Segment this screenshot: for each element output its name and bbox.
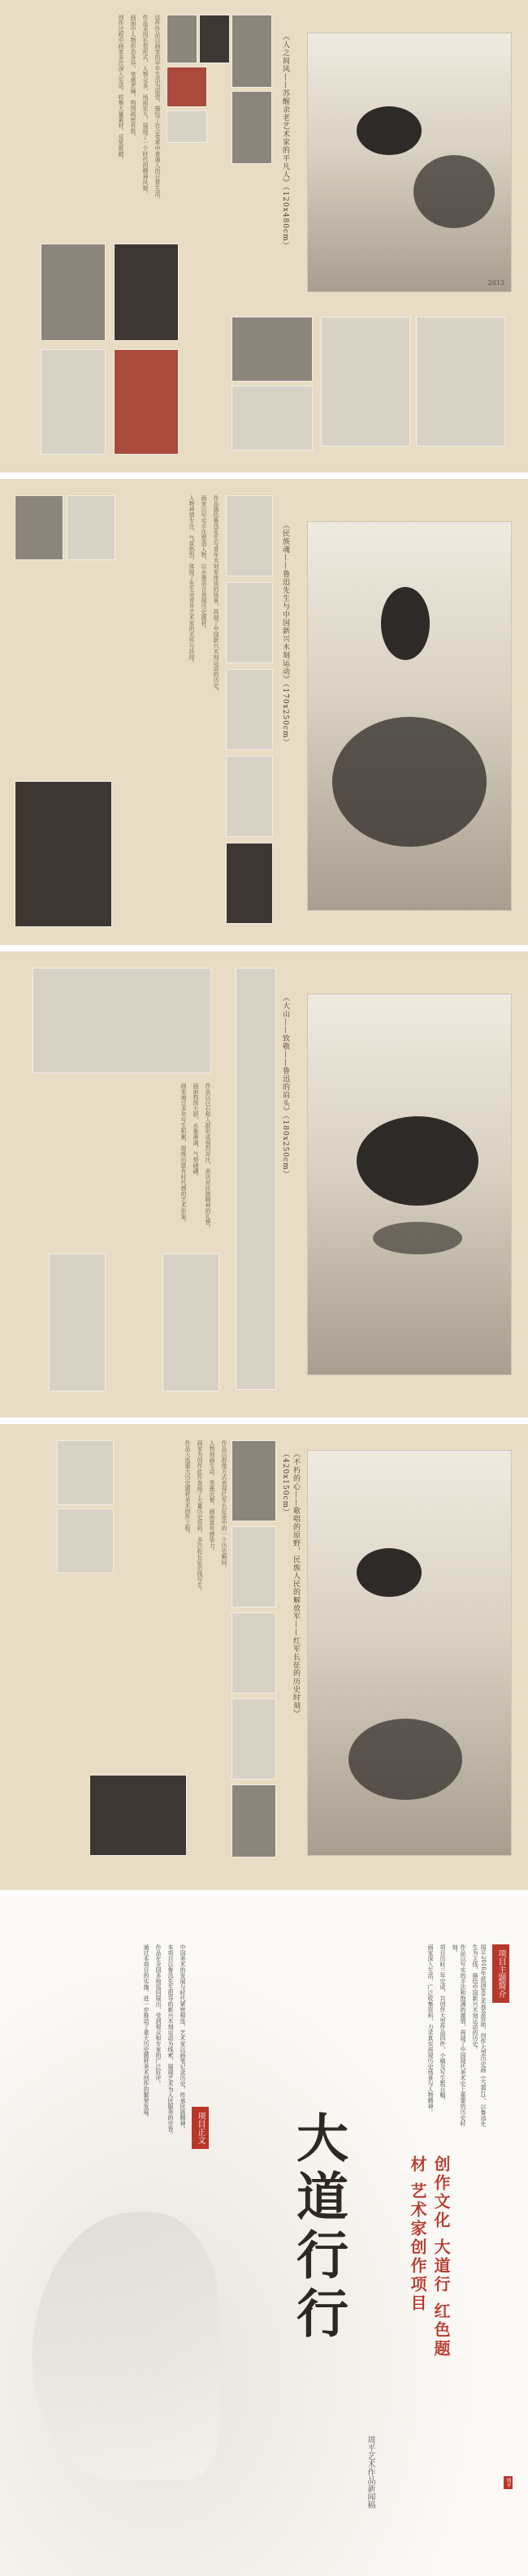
photo bbox=[67, 495, 115, 560]
cover-title: 大道行行 bbox=[288, 2111, 348, 2345]
separator bbox=[0, 472, 528, 479]
paragraph: 作品以巨石和人群形成强烈对比，表达对民族精神的礼赞。 bbox=[205, 1083, 211, 1231]
cover-panel bbox=[0, 1896, 528, 2576]
panel-4-text bbox=[122, 1440, 227, 1875]
sketch bbox=[49, 1253, 106, 1392]
separator bbox=[0, 1417, 528, 1424]
sketch bbox=[226, 669, 273, 750]
panel-4 bbox=[0, 1417, 528, 1890]
panel-4-caption: 《不朽的心——歌唱的原野，民族人民的解放军——红军长征的历史时刻》（420x150cm） bbox=[281, 1450, 300, 1718]
ink-figure bbox=[413, 155, 495, 228]
detail-page bbox=[321, 317, 410, 447]
paragraph: 画家通过多年写生积累，提炼出富有时代感的艺术形象。 bbox=[180, 1083, 187, 1225]
paragraph: 画家以写实手法塑造人物，以水墨语言表现历史题材。 bbox=[201, 495, 207, 632]
paragraph: 周平2016年获国家艺术基金资助，创作大型历史画《大道行》，以鲁迅先生为主线，描绘中国新兴木刻运动的历史。 bbox=[472, 1944, 487, 2127]
photo bbox=[114, 349, 179, 455]
tag-intro: 项目主题简介 bbox=[492, 1944, 509, 2003]
photo bbox=[15, 495, 63, 560]
sketch bbox=[236, 968, 276, 1390]
ink-figure bbox=[357, 106, 422, 155]
photo bbox=[232, 91, 272, 164]
paragraph: 画家为创作此作查阅了大量历史资料，多次赴长征沿线写生。 bbox=[197, 1440, 203, 1594]
sketch bbox=[226, 582, 273, 663]
ink-figures bbox=[357, 1548, 422, 1597]
body-text bbox=[49, 1944, 187, 2139]
seal-stamp: 周平 bbox=[505, 2478, 511, 2488]
photo bbox=[167, 67, 207, 107]
panel-3-text bbox=[32, 1083, 211, 1245]
panel-2 bbox=[0, 472, 528, 945]
paragraph: 作品以写实的手法和饱满的激情，再现了中国现代美术史上重要的历史时刻。 bbox=[452, 1944, 466, 2126]
panel-2-painting bbox=[307, 521, 512, 911]
tag-project-text: 项目正文 bbox=[192, 2107, 209, 2149]
red-heading: 创作文化 大道行 红色题材 艺术家创作项目 bbox=[408, 2155, 451, 2358]
sketch bbox=[232, 1526, 276, 1607]
sketch bbox=[232, 1784, 276, 1858]
paragraph: 人物神情专注，气氛热烈，体现了先生对青年艺术家的关怀与扶持。 bbox=[188, 495, 195, 666]
photo bbox=[114, 244, 179, 341]
paragraph: 画面中人物形态各异，笔墨老辣，构图疏密有致。 bbox=[130, 15, 136, 140]
photo bbox=[199, 15, 230, 63]
sketch bbox=[162, 1253, 219, 1392]
photo bbox=[15, 781, 112, 927]
ink-figures bbox=[373, 1222, 462, 1254]
sketch bbox=[226, 843, 273, 924]
paragraph: 本项目以鲁迅先生倡导的新兴木刻运动为线索，展现艺术为人民服务的宗旨。 bbox=[167, 1944, 174, 2138]
photo bbox=[232, 317, 313, 382]
cover-subtitle: 周平艺术作品新闻稿 bbox=[366, 2436, 374, 2509]
sketch bbox=[232, 1612, 276, 1694]
paragraph: 作品描绘鲁迅先生与青年木刻家座谈的场景，再现了中国新兴木刻运动的历史。 bbox=[213, 495, 219, 694]
paragraph: 作品采用长卷形式，人物众多，场面宏大，展现了一个时代的精神风貌。 bbox=[142, 15, 149, 196]
separator bbox=[0, 945, 528, 951]
intro-text bbox=[219, 1944, 487, 2131]
paragraph: 项目历时三年完成，共创作大型作品四件，小稿及写生数百幅。 bbox=[439, 1944, 446, 2104]
paragraph: 人物刻画生动，笔墨沉着，画面富有感染力。 bbox=[209, 1440, 215, 1554]
sketch bbox=[232, 1440, 276, 1521]
panel-1-painting bbox=[307, 32, 512, 292]
paragraph: 这件作品以画家的早年生活为原型，描绘了社会变革中普通人的日常生活。 bbox=[154, 15, 161, 202]
ink-figure bbox=[332, 717, 487, 847]
photo bbox=[41, 244, 106, 341]
sketch bbox=[226, 756, 273, 837]
painting-year: 2013 bbox=[487, 279, 504, 287]
photo bbox=[167, 110, 207, 143]
paragraph: 作品以群像方式表现红军长征途中的一个历史瞬间。 bbox=[221, 1440, 227, 1571]
portrait-grid bbox=[32, 968, 211, 1073]
panel-2-caption: 《民族魂——鲁迅先生与中国新兴木刻运动》（170x250cm） bbox=[281, 521, 289, 747]
panel-1 bbox=[0, 0, 528, 472]
detail-page bbox=[416, 317, 505, 447]
sketch bbox=[57, 1440, 114, 1505]
panel-2-text bbox=[122, 495, 219, 930]
paragraph: 作品入选重大历史题材美术创作工程。 bbox=[184, 1440, 191, 1537]
photo bbox=[167, 15, 197, 63]
panel-3-caption: 《大山——致敬——鲁迅的肩头》（180x250cm） bbox=[281, 994, 289, 1179]
paragraph: 通过本项目的实施，进一步推动了重大历史题材美术创作的繁荣发展。 bbox=[143, 1944, 149, 2121]
ink-rock bbox=[357, 1116, 478, 1206]
photo bbox=[232, 386, 313, 451]
sketch bbox=[226, 495, 273, 576]
sketch bbox=[232, 1698, 276, 1780]
paragraph: 画家深入生活，广泛收集资料，力求真实再现历史场景与人物精神。 bbox=[427, 1944, 434, 2115]
paragraph: 中国美术的发展与时代紧密相连，艺术家以画笔记录历史，传承民族精神。 bbox=[180, 1944, 186, 2132]
panel-3-painting bbox=[307, 994, 512, 1375]
panel-4-painting bbox=[307, 1450, 512, 1856]
paragraph: 作品在全国多地巡回展出，受到观众和专家的广泛好评。 bbox=[155, 1944, 162, 2086]
paragraph: 画面构图大胆，水墨淋漓，气势磅礴。 bbox=[193, 1083, 199, 1180]
panel-3 bbox=[0, 945, 528, 1417]
sketch bbox=[57, 1508, 114, 1573]
photo bbox=[232, 15, 272, 88]
panel-1-caption: 《人之间风——苏醒余老艺术家的平凡人》（120x480cm） bbox=[281, 32, 289, 250]
ink-figure bbox=[381, 587, 430, 660]
ink-figures bbox=[348, 1719, 462, 1800]
paragraph: 创作过程中画家多次深入生活，收集大量素材，反复推敲。 bbox=[118, 15, 124, 162]
photo bbox=[41, 349, 106, 455]
